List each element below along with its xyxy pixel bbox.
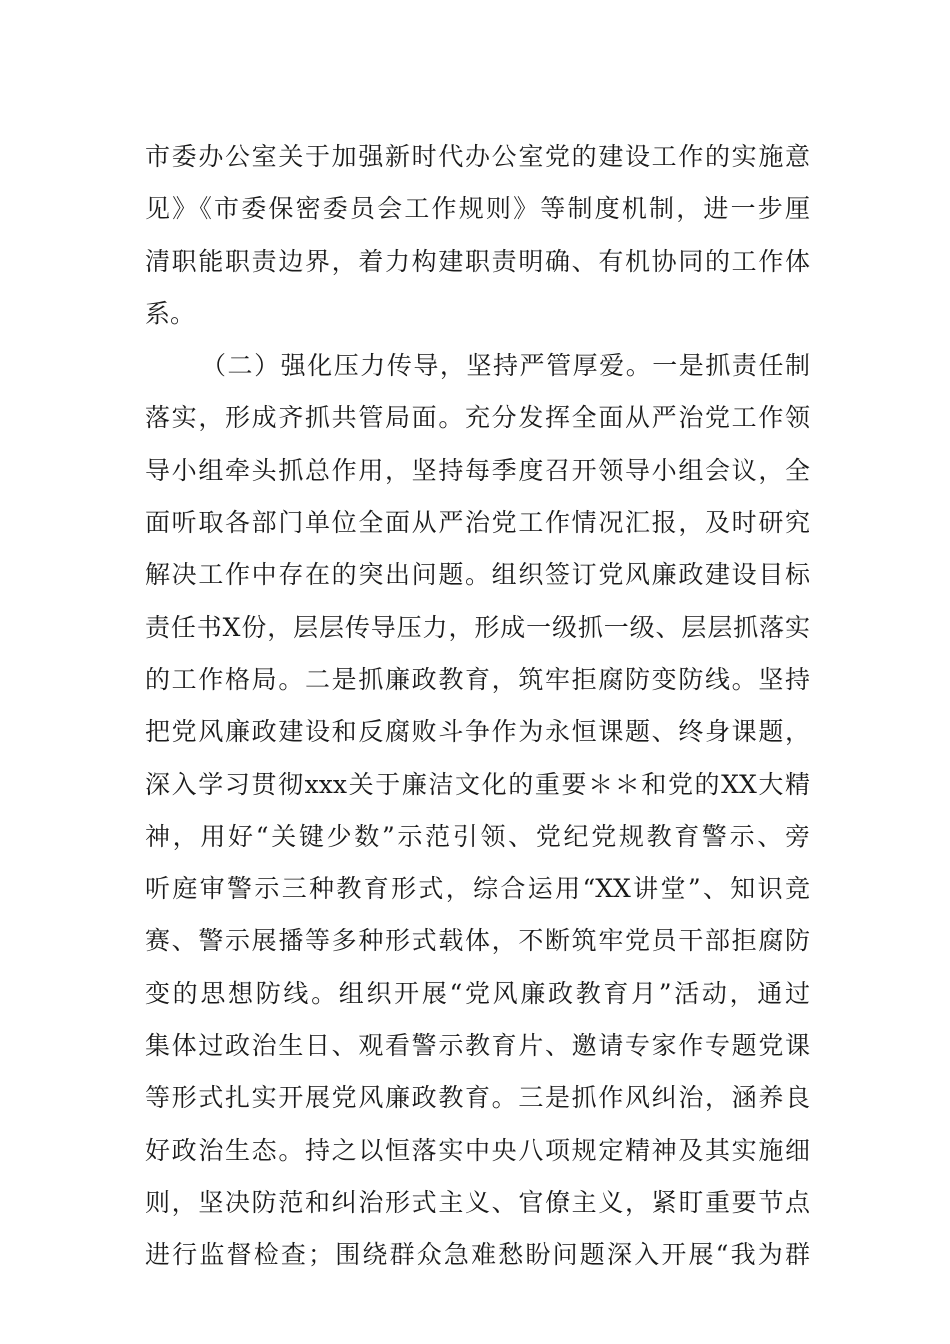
text-line: 责任书X份，层层传导压力，形成一级抓一级、层层抓落实 bbox=[145, 612, 810, 642]
text-line: 深入学习贯彻xxx关于廉洁文化的重要＊＊和党的XX大精 bbox=[145, 769, 810, 799]
text-line: 把党风廉政建设和反腐败斗争作为永恒课题、终身课题， bbox=[145, 717, 810, 747]
section-heading-line: （二）强化压力传导，坚持严管厚爱。一是抓责任制 bbox=[201, 351, 810, 381]
text-line: 清职能职责边界，着力构建职责明确、有机协同的工作体 bbox=[145, 246, 810, 276]
text-line: 落实，形成齐抓共管局面。充分发挥全面从严治党工作领 bbox=[145, 403, 810, 433]
text-line: 神，用好“关键少数”示范引领、党纪党规教育警示、旁 bbox=[145, 821, 810, 851]
text-line: 听庭审警示三种教育形式，综合运用“XX讲堂”、知识竞 bbox=[145, 874, 810, 904]
text-line: 见》《市委保密委员会工作规则》等制度机制，进一步厘 bbox=[145, 194, 810, 224]
text-line: 系。 bbox=[145, 298, 196, 328]
text-line: 赛、警示展播等多种形式载体，不断筑牢党员干部拒腐防 bbox=[145, 926, 810, 956]
text-line: 导小组牵头抓总作用，坚持每季度召开领导小组会议，全 bbox=[145, 455, 810, 485]
text-line: 进行监督检查；围绕群众急难愁盼问题深入开展“我为群 bbox=[145, 1240, 810, 1270]
text-line: 等形式扎实开展党风廉政教育。三是抓作风纠治，涵养良 bbox=[145, 1083, 810, 1113]
text-line: 变的思想防线。组织开展“党风廉政教育月”活动，通过 bbox=[145, 978, 810, 1008]
text-line: 的工作格局。二是抓廉政教育，筑牢拒腐防变防线。坚持 bbox=[145, 664, 810, 694]
text-line: 好政治生态。持之以恒落实中央八项规定精神及其实施细 bbox=[145, 1135, 810, 1165]
body-text bbox=[145, 131, 810, 1282]
text-line: 则，坚决防范和纠治形式主义、官僚主义，紧盯重要节点 bbox=[145, 1187, 810, 1217]
text-line: 面听取各部门单位全面从严治党工作情况汇报，及时研究 bbox=[145, 508, 810, 538]
text-line: 市委办公室关于加强新时代办公室党的建设工作的实施意 bbox=[145, 142, 810, 171]
text-line: 集体过政治生日、观看警示教育片、邀请专家作专题党课 bbox=[145, 1031, 810, 1061]
text-line: 解决工作中存在的突出问题。组织签订党风廉政建设目标 bbox=[145, 560, 810, 590]
